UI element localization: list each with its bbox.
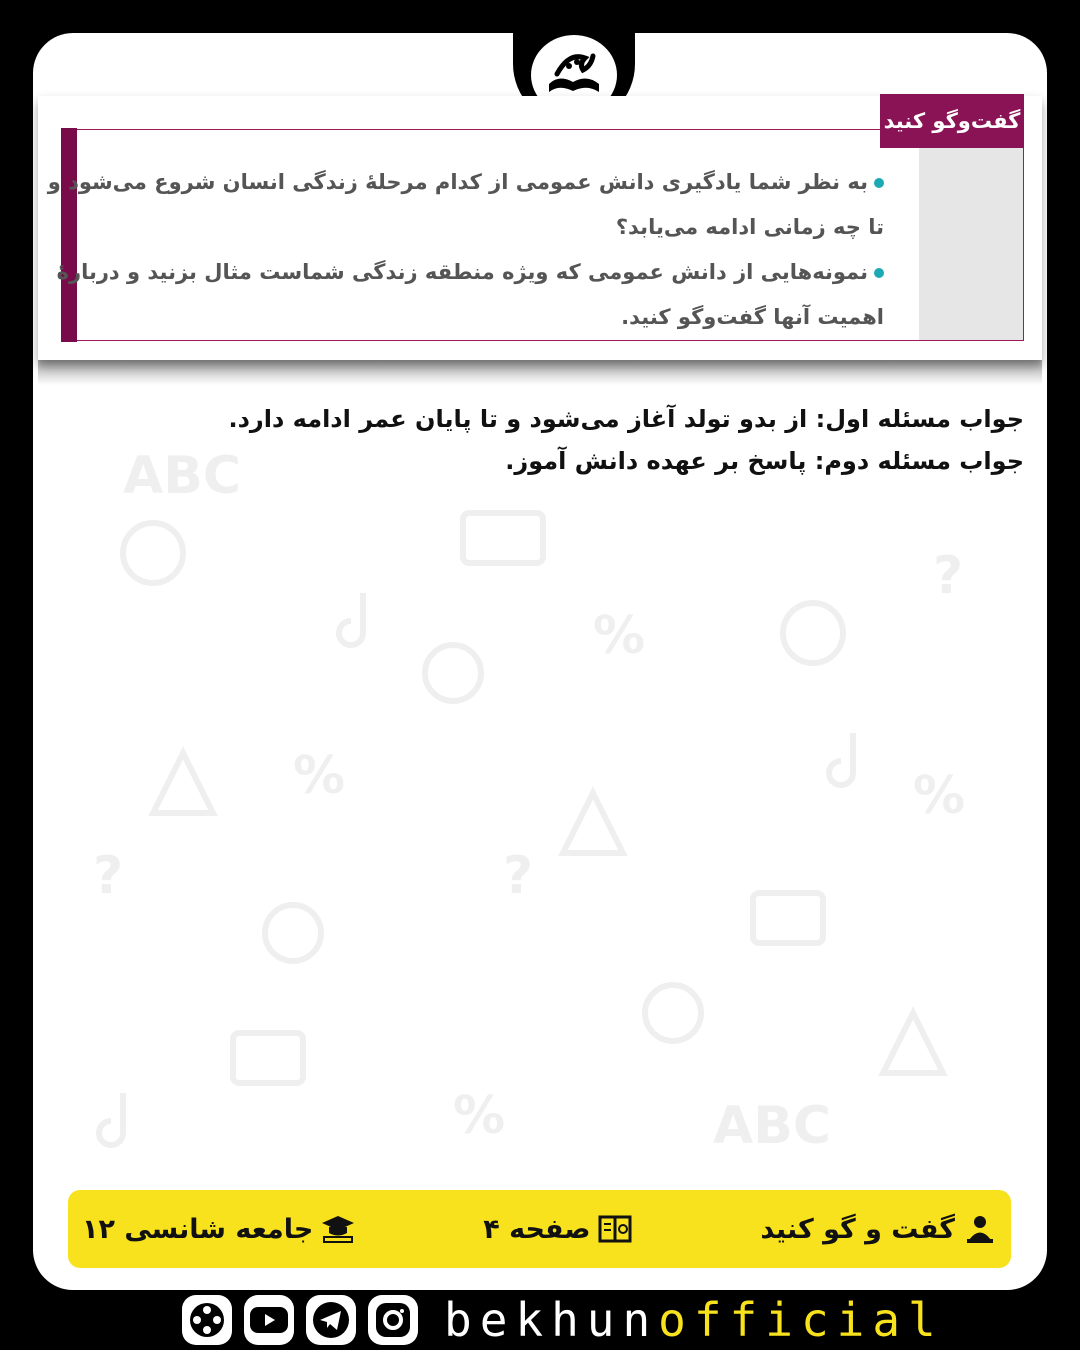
answers: [124, 398, 1024, 482]
footer-subject-label: جامعه شانسی ۱۲: [82, 1213, 314, 1245]
textbook-right-strip: [919, 148, 1023, 340]
svg-text:ABC: ABC: [123, 446, 242, 506]
svg-text:%: %: [453, 1086, 506, 1146]
question-2-text: نمونه‌هایی از دانش عمومی که ویژه منطقه زندگی شماست مثال بزنید و دربارهٔ: [56, 260, 868, 284]
svg-text:?: ?: [503, 846, 534, 906]
svg-text:%: %: [913, 766, 966, 826]
question-1-text: به نظر شما یادگیری دانش عمومی از کدام مرحلهٔ زندگی انسان شروع می‌شود و: [47, 170, 868, 194]
svg-text:ABC: ABC: [713, 1096, 832, 1156]
textbook-questions: [47, 160, 884, 340]
question-2-line-1: [56, 250, 884, 295]
brand-part-1: bekhun: [444, 1293, 659, 1347]
answer-2: جواب مسئله دوم: پاسخ بر عهده دانش آموز.: [505, 447, 1024, 475]
question-1-line-2: تا چه زمانی ادامه می‌یابد؟: [615, 215, 884, 239]
textbook-excerpt: [38, 96, 1042, 360]
footer-topic-label: گفت و گو کنید: [760, 1213, 955, 1245]
svg-text:?: ?: [93, 846, 124, 906]
graduation-cap-icon: [321, 1212, 355, 1246]
svg-text:%: %: [293, 746, 346, 806]
footer-page-label: صفحه ۴: [483, 1213, 591, 1245]
bullet-icon: [874, 178, 884, 188]
footer-page: [483, 1212, 632, 1246]
bullet-icon: [874, 268, 884, 278]
svg-text:%: %: [593, 606, 646, 666]
brand-part-2: official: [658, 1293, 944, 1347]
film-reel-icon[interactable]: [182, 1295, 232, 1345]
svg-text:?: ?: [933, 546, 964, 606]
answer-1: جواب مسئله اول: از بدو تولد آغاز می‌شود و تا پایان عمر ادامه دارد.: [228, 405, 1024, 433]
question-1-line-1: [47, 160, 884, 205]
question-2-line-2: اهمیت آنها گفت‌وگو کنید.: [621, 305, 884, 329]
brand-name: [444, 1292, 944, 1348]
youtube-icon[interactable]: [244, 1295, 294, 1345]
instagram-icon[interactable]: [368, 1295, 418, 1345]
teacher-icon: [963, 1212, 997, 1246]
book-icon: [598, 1212, 632, 1246]
telegram-icon[interactable]: [306, 1295, 356, 1345]
footer-subject: [82, 1212, 355, 1246]
footer-topic: [760, 1212, 997, 1246]
social-bar: [182, 1292, 944, 1348]
footer-info-bar: [68, 1190, 1011, 1268]
textbook-section-title: گفت‌وگو کنید: [880, 94, 1024, 148]
